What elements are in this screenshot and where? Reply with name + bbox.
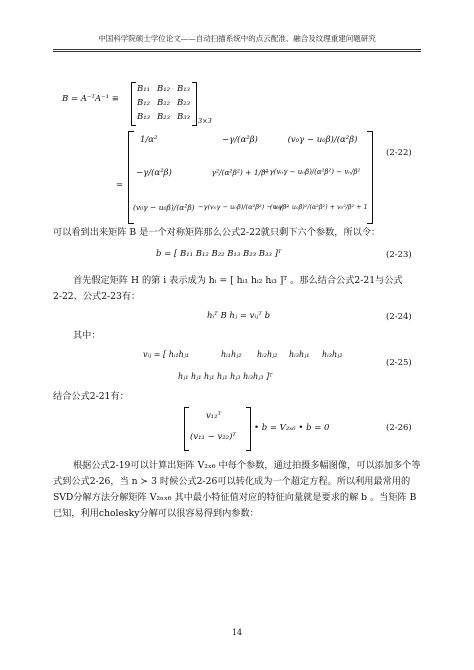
b-matrix-size: 3×3 [198, 117, 212, 125]
eq-2-25-term4: hᵢ₃hⱼ₁ [289, 350, 310, 359]
eq-2-25-term3: hᵢ₂hⱼ₂ [257, 350, 278, 359]
big-matrix-r1c2: −γ/(α²β) [222, 135, 258, 145]
b-matrix-r2c1: B₁₂ [137, 98, 151, 108]
b-matrix-r3c3: B₃₃ [177, 112, 191, 122]
paragraph-svd-line3: SVD分解方法分解矩阵 V₂ₙₓ₆ 其中最小特征值对应的特征向量就是要求的解 b 。当矩阵 B [53, 492, 417, 503]
b-matrix-r2c2: B₂₂ [157, 98, 171, 108]
b-matrix-r1c3: B₁₃ [177, 84, 191, 94]
paragraph-combine: 结合公式2-21有： [53, 391, 129, 402]
b-matrix-r2c3: B₂₃ [177, 98, 191, 108]
eq-number-2-26: (2-26) [386, 423, 412, 433]
paragraph-assume-h-line1: 首先假定矩阵 H 的第 i 表示成为 hᵢ = [ hᵢ₁ hᵢ₂ hᵢ₃ ]ᵀ 。那么结合公式2-21与公式 [73, 275, 403, 286]
paragraph-svd-line2: 式到公式2-26，当 n ≻ 3 时候公式2-26可以转化成为一个超定方程。所以利用最常用的 [53, 476, 411, 487]
big-matrix-r3c1: (v₀γ − u₀β)/(α²β) [133, 203, 195, 212]
b-matrix-left-bracket [131, 82, 136, 126]
eq-number-2-22: (2-22) [386, 148, 412, 158]
big-matrix-r1c3: (v₀γ − u₀β)/(α²β) [287, 135, 358, 145]
label-among: 其中： [73, 330, 101, 341]
big-matrix-right-bracket [367, 131, 373, 224]
paragraph-symmetric: 可以看到出来矩阵 B 是一个对称矩阵那么公式2-22就只剩下六个参数，所以令： [53, 227, 381, 238]
big-matrix-r2c1: −γ/(α²β) [136, 168, 172, 178]
paragraph-svd-line4: 已知，利用cholesky分解可以很容易得到内参数： [53, 508, 259, 519]
big-matrix-r3c3: (v₀γ − u₀β)²/(α²β²) + v₀²/β² + 1 [270, 203, 368, 211]
eq-2-26-rhs: • b = V₂ₓ₆ • b = 0 [254, 423, 330, 433]
page-number: 14 [231, 628, 243, 637]
eq-2-26-right-bracket [246, 407, 251, 451]
b-matrix-r3c1: B₁₃ [137, 112, 151, 122]
b-matrix-r3c2: B₂₃ [157, 112, 171, 122]
eq-number-2-25: (2-25) [386, 358, 412, 368]
b-matrix-r1c2: B₁₂ [157, 84, 171, 94]
eq-2-24-body: hᵢᵀ B hⱼ = vᵢⱼᵀ b [207, 311, 271, 321]
eq-b-lhs: B = A⁻ᵀA⁻¹ ≡ [62, 94, 119, 104]
eq-2-25-line2: hⱼ₁ hⱼ₁ hⱼ₁ hⱼ₁ hⱼ₃ hᵢ₃hⱼ₃ ]ᵀ [178, 372, 273, 381]
paragraph-assume-h-line2: 2-22、公式2-23有： [53, 291, 141, 302]
eq-2-26-top: v₁₂ᵀ [206, 411, 222, 421]
b-matrix-right-bracket [192, 82, 197, 126]
eq-2-23-body: b = [ B₁₁ B₁₂ B₂₂ B₁₃ B₂₃ B₃₃ ]ᵀ [156, 249, 282, 259]
eq-number-2-24: (2-24) [386, 312, 412, 322]
big-matrix-r1c1: 1/α² [140, 135, 158, 145]
equals-sign: = [116, 180, 124, 190]
eq-2-26-left-bracket [184, 407, 189, 451]
paragraph-svd-line1: 根据公式2-19可以计算出矩阵 V₂ₓ₆ 中每个参数，通过拍摄多幅图像，可以添加多个等 [73, 460, 421, 471]
header-rule-thin [53, 51, 421, 52]
eq-2-25-v: vᵢⱼ = [ hᵢ₁hⱼ₁ [143, 350, 190, 359]
big-matrix-r2c3: −γ(v₀γ − u₀β)/(α²β²) − v₀/β² [263, 168, 361, 176]
b-matrix-r1c1: B₁₁ [137, 84, 151, 94]
eq-2-26-bottom: (v₁₁ − v₂₂)ᵀ [190, 432, 236, 442]
big-matrix-r2c2: γ²/(α²β²) + 1/β² [211, 168, 269, 177]
eq-number-2-23: (2-23) [386, 250, 412, 260]
eq-2-25-term5: hᵢ₃hⱼ₂ [322, 350, 343, 359]
eq-2-25-term2: hᵢ₁hⱼ₂ [221, 350, 242, 359]
big-matrix-r3c2: −γ(v₀γ − u₀β)/(α²β²) − v₀/β² [197, 203, 290, 211]
running-header: 中国科学院硕士学位论文——自动扫描系统中的点云配准、融合及纹理重建问题研究 [98, 34, 376, 43]
header-rule [53, 49, 421, 50]
